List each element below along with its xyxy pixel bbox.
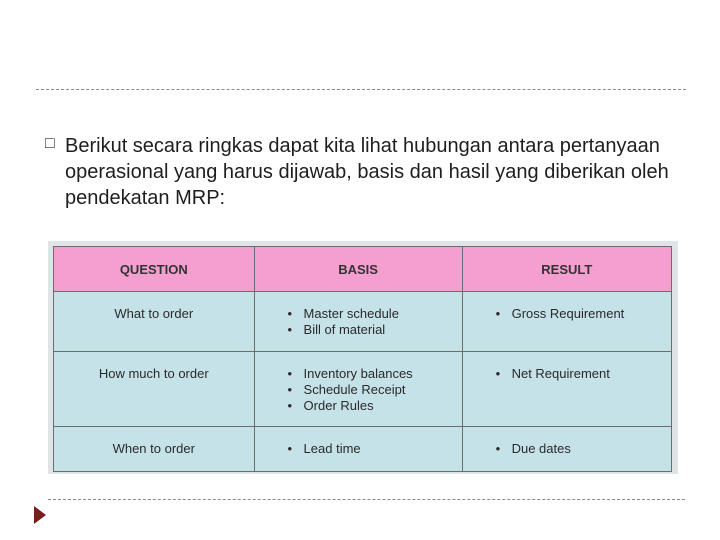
question-text: How much to order <box>98 366 209 381</box>
question-text: When to order <box>112 441 195 456</box>
intro-text: Berikut secara ringkas dapat kita lihat hubungan antara pertanyaan operasional yang harus dijawab, basis dan hasil yang diberikan oleh pendekatan MRP: <box>65 135 669 209</box>
bottom-divider <box>48 499 685 500</box>
result-list <box>463 427 671 457</box>
basis-item: • Schedule Receipt <box>304 382 462 398</box>
question-text: What to order <box>114 306 194 321</box>
question-cell <box>54 292 255 352</box>
basis-item: • Master schedule <box>304 306 462 322</box>
intro-paragraph <box>45 133 685 211</box>
basis-list <box>255 352 462 414</box>
basis-item: • Inventory balances <box>304 366 462 382</box>
basis-cell <box>254 352 462 427</box>
result-item: • Net Requirement <box>512 366 671 382</box>
result-cell <box>462 292 671 352</box>
result-cell <box>462 427 671 472</box>
basis-item: • Order Rules <box>304 398 462 414</box>
header-result: RESULT <box>462 247 671 292</box>
square-bullet-icon: □ <box>45 135 55 152</box>
basis-cell <box>254 292 462 352</box>
table-row <box>54 427 672 472</box>
result-cell <box>462 352 671 427</box>
basis-list <box>255 292 462 338</box>
table-row <box>54 352 672 427</box>
header-basis: BASIS <box>254 247 462 292</box>
basis-cell <box>254 427 462 472</box>
basis-list <box>255 427 462 457</box>
basis-item: • Lead time <box>304 441 462 457</box>
result-item: • Gross Requirement <box>512 306 671 322</box>
table-row <box>54 292 672 352</box>
question-cell <box>54 352 255 427</box>
triangle-right-icon[interactable] <box>34 506 46 524</box>
table-header-row <box>54 247 672 292</box>
top-divider <box>36 89 686 90</box>
basis-item: • Bill of material <box>304 322 462 338</box>
result-list <box>463 292 671 322</box>
mrp-table <box>53 246 672 472</box>
result-list <box>463 352 671 382</box>
result-item: • Due dates <box>512 441 671 457</box>
question-cell <box>54 427 255 472</box>
header-question: QUESTION <box>54 247 255 292</box>
